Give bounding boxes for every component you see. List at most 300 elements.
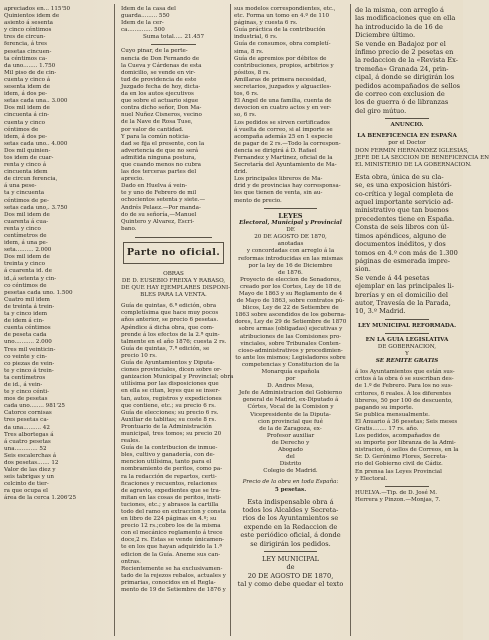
text-line: atribuciones de las Comisiones pro- [239,333,342,340]
text-line: de Mayo de 1863, sobre contratos pú- [236,298,345,305]
text-line: etc. Forma un tomo en 4.º de 110 [234,13,330,20]
text-line: tremeña» Granada 24, prin- [355,64,449,73]
text-line: Proyecto de eleccion de Senadores, [239,276,341,283]
text-line: pesetas cada uno. 1.500 [4,289,73,296]
books-list [234,6,347,205]
text-line: contra dicho señor, Don Ma- [121,105,202,112]
text-line: tado de la rejezos rebalos, actuales y [121,572,226,579]
text-line: Guía de Ayuntamientos y Diputa- [121,360,215,367]
text-line: ganizacion Municipal y Provincial; obra [121,374,234,381]
text-line: te y cinco cénti- [4,389,50,396]
text-line: municipal, tres tomos; su precio 20 [121,430,222,437]
text-line: setas cada uno,. 3.750 [4,204,68,211]
text-line: co céntimos de [4,282,47,289]
text-line: Monarquía española [261,369,320,375]
text-line: Guía de elecciones; su precio 6 rs. [121,409,219,416]
text-line: ochocientos setenta y siete.— [121,197,206,204]
text-line: Los principales libreros de Ma- [234,176,323,183]
text-line: general de Madrid, ex-Diputado á [242,397,339,404]
text-line: ra que ocupa el [4,488,48,495]
text-line: con el mecánico reglamento á trece [121,530,223,537]
free-delivery-title: SE REMITE GRATIS [375,358,439,365]
text-line: DON FERMIN HERNANDEZ IGLESIAS, [355,147,469,154]
text-line: Se vende en Badajoz por el [355,39,446,48]
laws-description [234,227,347,475]
text-line: por [285,376,296,383]
text-line: Vicepresidente de la Diputa- [250,411,331,418]
text-line: por la ley de 16 de Diciembre [248,262,333,269]
charity-description [355,173,459,316]
text-line: documentos inéditos, y dos [355,240,446,249]
text-line: ta y cincuenta [4,190,45,197]
municipal-law-heading [234,555,347,589]
text-line: Sr. D. Gerónimo Flores, Secreta- [355,454,448,461]
divider [135,237,212,238]
text-line: la Cueva y Cárdenas de esta [121,62,202,69]
text-line: completísima que hace muy pocos [121,310,219,317]
text-line: asiento á sesenta [4,20,53,27]
text-line: Esta obra, única de su cla- [355,172,444,181]
text-line: mento de 19 de Setiembre de 1876 y [121,587,226,594]
text-line: de circun ferencia, [4,176,58,183]
text-line: guarda......... 550 [121,13,170,20]
text-line: cuenta y cinco á [4,76,51,83]
text-line: Cuatro mil idem [4,296,50,303]
text-line: ta y cinco idem [4,311,48,318]
text-line: sima, 8 rs. [234,48,264,55]
column-rule [114,4,115,636]
text-line: cuenta céntimos [4,325,51,332]
text-line: bano. [121,225,137,232]
text-line: rio del Gobierno civil de Cádiz. [355,461,443,468]
text-line: nuel Nuñez Cisneros, vecino [121,112,202,119]
text-line: cincuenta idem [4,169,48,176]
text-line: treinta y cinco [4,261,45,268]
text-line: id.,á setenta y cin- [4,275,57,282]
text-line: renta y cinco á [4,162,47,169]
text-line: do de su señoría,—Manuel [121,211,197,218]
text-line: mitan en las cosas de peritos, insti- [121,494,222,501]
text-line: cipal, á donde se dirigirán los [355,73,455,82]
text-line: nencia de Don Fernando de [121,55,200,62]
text-line: El Anuario á 36 pesetas; Seis meses [355,418,458,425]
text-line: Quinientos idem de [4,13,60,20]
text-line: Valor de las diez y [4,467,56,474]
badajoz-notice [355,6,459,115]
municipal-law-reformed-title: LEY MUNICIPAL REFORMADA. [357,322,457,329]
text-line: sus modelos correspondientes, etc., [234,6,336,12]
text-line: de [286,563,295,572]
text-line: Fernandez y Martinez, oficial de la [234,154,333,161]
text-line: Dos mil idem de [4,211,50,218]
works-heading [121,270,231,299]
text-line: de id., á vein- [4,381,43,388]
text-line: todo del ramo en extraccion y consta [121,509,226,515]
text-line: sesenta idem de [4,84,50,91]
text-line: seta.......... 2.000 [4,247,52,254]
text-line: ra la redacción de repartos, certi- [121,473,217,480]
delivery-terms [355,369,459,483]
text-line: autor, Travesía de la Parada, [355,298,451,307]
divider [264,208,317,209]
text-line: en ella se citan, leyes que se inser- [121,388,220,395]
text-line: Idem de la cer- [121,20,164,27]
text-line: critos á la obra ó se suscriban des- [355,376,454,383]
text-line: tres pesetas ca- [4,417,49,424]
text-line: brerías y en el domicilio del [355,290,448,299]
text-line: Colegio de Madrid. [263,468,318,475]
text-line: todos los Alcaldes y Secreta- [242,506,339,514]
price-value: 5 pesetas. [274,486,307,493]
text-line: Consta de seis libros con úl- [355,223,450,232]
text-line: Los pedidos se sirven certificados [234,119,330,126]
text-line: talmente en el año 1876; cuesta 2 rs. [121,338,227,345]
text-line: to ante los mismos; Legisladores sobre [235,354,346,361]
section-heading: Parte no oficial. [126,246,221,258]
divider [264,551,317,552]
text-line: tos idem de cuar- [4,154,54,161]
text-line: ínfimo precio de 2 pesetas en [355,48,454,57]
text-line: reformas introducidas en las mismas [238,255,343,262]
text-line: D. Andres Mesa, [267,383,314,390]
text-line: Guía de consumos, obra completí- [234,41,331,48]
text-line: Tres albortegas á [4,431,54,438]
text-line: las modificaciones que en ella [355,14,456,23]
text-line: idem, á dos pe- [4,91,48,98]
text-line: Dos mil quinien- [4,147,51,154]
text-line: JEFE DE LA SECCION DE BENEFICENCIA EN [355,154,489,161]
text-line: da uno........ 1.750 [4,62,56,69]
text-line: precio 12 rs.;cobro los de la misma [121,523,221,530]
text-line: Seis escalerchas á [4,452,57,459]
text-line: ministrativo que tan buenos [355,206,449,215]
text-line: timos apéndices, alguno de [355,231,447,240]
text-line: mencion utilísima, tanto para el [121,459,212,466]
text-line: Los pedidos, acompañados de [355,433,440,440]
text-line: tos, 6 rs. [234,91,259,98]
availability-notice [234,498,347,548]
text-line: cincuenta á cin- [4,112,50,119]
text-line: so, 6 rs. [234,112,257,119]
text-line: de treinta á trein- [4,303,55,310]
text-line: idem, á una pe- [4,240,48,247]
text-line: Jefe de Administracion del Gobierno [239,390,342,397]
legislative-guide-subtitle: DE GOBERNACION, [377,343,437,350]
text-line: de correo con exclusion de [355,90,445,99]
text-line: 1863 sobre ascendidos de los goberna- [235,312,346,319]
text-line: seis tabrigas y un [4,474,54,481]
text-line: ta centímetros [4,374,46,381]
text-line: setas cada uno.. 4.000 [4,140,68,147]
text-line: de idem á cin- [4,318,44,325]
text-line: que sobre el actuario sigue [121,98,199,105]
text-line: céntimos de [4,126,39,133]
printer-footer: HUELVA.—Tip. de D. José M. Herrera y Pinzon.—Monjas, 7. [355,489,441,503]
text-line: Se vende á 44 pesetas [355,273,430,282]
text-line: Dos mil idem de [4,105,50,112]
text-line: co piezas de vein- [4,360,55,367]
text-line: En prensa las Leyes Provincial [355,468,442,475]
text-line: Guía de quintas, 6.ª edición, obra [121,303,217,310]
text-line: uno........... 2.000 [4,339,52,346]
column-notices [355,6,489,504]
text-line: de 1.º de Febrero. Para los no sus- [355,383,453,390]
text-line: Idem de la casa del [121,6,176,12]
text-line: expende en la Redaccion de [243,522,338,531]
text-line: da en los autos ejecutivos [121,91,194,98]
text-line: páginas de esmerada impre- [355,256,450,265]
text-line: su importe por libranza de la Admi- [355,440,456,447]
text-line: sobre armas (obligadas) ejecutivas y [238,326,343,333]
text-line: los de guerra ó de libranzas [355,98,449,107]
text-line: creado por los Cortes, Ley de 18 de [239,283,342,290]
text-line: por el Doctor [388,140,426,147]
text-line: reales. [121,438,141,445]
text-line: Recientemente se ha exclusivamen- [121,565,223,572]
text-line: del [286,454,295,461]
text-line: á los Ayuntamientos que están sus- [355,369,455,376]
text-line: ontras. [121,558,141,565]
text-line: prende á los efectos de la 2.ª quin- [121,331,220,338]
text-line: tomos en 4.º con más de 1.300 [355,248,458,257]
text-line: de la de Zaragoza, ex- [259,425,322,432]
text-line: tud de providencia de este [121,76,197,83]
column-edict [121,6,234,594]
text-line: á vuelta de correo, si al importe se [234,126,333,133]
text-line: Guía de apremios por débitos de [234,55,327,62]
text-line: años anterior, se precio 6 pesetas. [121,317,219,324]
divider [385,319,429,320]
text-line: mos de pesetas [4,396,48,403]
text-line: anotadas [277,241,304,248]
text-line: 20 DE AGOSTO DE 1870, [247,571,334,580]
text-line: la redaccion de la «Revista Ex- [355,56,458,65]
text-line: apreciados en... 115'50 [4,6,71,12]
text-line: centímetros de [4,233,47,239]
text-line: mento de precio. [234,197,282,204]
text-line: se dirigirán los pedidos. [250,539,331,548]
divider [151,44,196,45]
text-line: 10, 3.º Madrid. [355,307,406,316]
text-line: dos pesetas....... 12 [4,460,59,466]
text-line: Y para la común noticia- [121,133,191,140]
text-line: de 1876. [278,269,303,276]
text-line: idem, á dos pe- [4,133,48,140]
text-line: á una pese- [4,183,37,190]
text-line: nombramiento de peritos, como pa- [121,466,223,473]
text-line: EL MINISTERIO DE LA GOBERNACION. [355,161,472,168]
section-header-box [123,242,224,264]
text-line: celcinto de tier- [4,481,49,488]
text-line: á cuarenta id. de [4,268,52,275]
text-line: dad se fija el presente, con la [121,140,205,147]
text-line: doce,2 rs. Estas se vende únicamen- [121,537,225,544]
text-line: les que tienen de venta, sin au- [234,190,323,197]
text-line: en libro de 224 páginas en 4.º; su [121,516,217,523]
text-line: páginas, y cuesta 6 rs. [234,20,298,27]
text-line: competencias y Constitucion de la [241,361,340,368]
charity-title: LA BENEFICENCIA EN ESPAÑA [357,133,457,140]
text-line: dencia se dirigirá á D. Rafael [234,147,317,154]
price-line: Precio de la obra en toda España: [242,479,339,486]
text-line: rios de los Ayuntamientos se [242,514,339,523]
text-line: nistracion, ó sellos de Correos, en la [355,447,459,454]
text-line: tuciones, etc.; y abrasos la cartilla [121,501,219,508]
text-line: da una.......... 42 [4,424,50,431]
text-line: industrial, 6 rs. [234,34,278,41]
text-line: ejemplar en las principales li- [355,282,454,291]
legislative-guide-title: EN LA GUIA LEGISLATIVA [365,336,449,343]
text-line: ha introducido la de 16 de [355,22,443,31]
text-line: área de la cerca 1.206'25 [4,495,77,502]
text-line: Apéndice á dicha obra, que com- [121,324,214,331]
text-line: sion. [355,265,371,274]
divider [385,486,429,487]
text-line: libreros, 50 por 100 de descuento, [355,397,453,404]
text-line: te y cinco á trein- [4,367,54,374]
text-line: tres de circun- [4,34,46,41]
text-line: Mayo de 1863 y su Reglamento de 4 [238,290,343,297]
text-line: cion provincial que fué [258,418,323,425]
charity-author [355,140,489,168]
text-line: de Derecho y [271,439,310,446]
text-line: á cuatro pesetas [4,438,51,445]
text-line: DE QUE HAY EJEMPLARES DISPONI- [121,285,231,292]
text-line: Abogado [278,447,303,454]
text-line: vinciales, sobre Tribunales Conten- [240,340,341,347]
text-line: las dos terceras partes del [121,169,197,176]
text-line: Cuyo pinar, de la perte- [121,48,188,55]
text-line: de agravio, expedientes que se tra- [121,487,221,494]
text-line: utilísima por las disposiciones que [121,381,219,388]
column-rule [350,4,351,636]
text-line: domicilio, se vende en vir- [121,69,196,76]
text-line: ciones provinciales, dicen sobre or- [121,367,222,374]
column-books [234,6,347,589]
text-line: Esta indispensable obra á [247,497,334,506]
divider [385,118,429,119]
text-line: Córtes, Vocal de la Comision y [247,404,334,411]
text-line: del giro mútuo. [355,106,407,115]
text-line: secretarios, juzgados y alguaciles- [234,84,332,91]
text-line: tal y como debe quedar el texto [237,580,344,589]
text-line: aprecio. [121,176,144,183]
appraisal-list [121,6,226,34]
text-line: que cuando menos no cubra [121,161,201,168]
text-line: El Angel de una familia, cuenta de [234,98,332,105]
text-line: Amillaras de primera necesidad, [234,76,327,83]
text-line: cioso-administrativos y procedimien- [238,347,343,354]
column-inventory [4,6,104,503]
sum-total: Suma total..... 21.457 [142,34,205,41]
text-line: edicion de la Guía. Aneme sus can- [121,551,221,558]
text-line: critores, 6 reales. Á los diferentes [355,390,452,397]
text-line: Tres mil veinticin- [4,346,56,353]
text-line: cada uno........ 981'25 [4,403,65,410]
text-line: y Electoral. [355,475,388,482]
edict-text [121,48,226,232]
column-rule [230,4,231,636]
text-line: Mil piso de de cin- [4,69,57,76]
text-line: dores, Ley de 29 de Setiembre de 1870 [234,319,347,326]
announcement-label: ANUNCIO. [390,122,424,129]
text-line: ca.............. 500 [121,27,165,34]
text-line: céntimos de pe- [4,197,49,204]
text-line: Prontuario de la Administración [121,423,212,430]
text-line: drid. [234,169,248,176]
text-line: drid y de provincias hay corresponsa- [234,183,341,190]
text-line: precio 10 rs. [121,352,157,359]
text-line: Profesor auxiliar [266,432,315,439]
text-line: contribuciones, propios, arbitrios y [234,62,334,69]
text-line: ferencia, á tres [4,41,47,48]
text-line: setas cada una.. 3.000 [4,98,68,105]
text-line: cuarenta á cua- [4,218,49,225]
text-line: Juzgado fecha de hoy, dicta- [121,83,201,90]
text-line: se, es una exposicion históri- [355,181,452,190]
text-line: cuenta y cinco [4,119,45,126]
text-line: este periódico oficial, á donde [240,531,341,540]
laws-title: LEYES [278,211,303,220]
text-line: BLES PARA LA VENTA. [140,292,207,299]
text-line: te y uno de Febrero de mil [121,190,197,197]
text-line: Dos mil idem de [4,254,50,261]
text-line: acompaña además 25 en 1 especie [234,133,333,140]
text-line: de la Nave de Rosa Tuse, [121,119,193,126]
divider [385,333,429,334]
text-line: Catorce cornisas [4,410,52,417]
text-line: una............. 52 [4,445,47,452]
text-line: blicos, Ley de 22 de Setiembre de [242,305,339,312]
text-line: Distrito [279,461,302,468]
text-line: 20 DE AGOSTO DE 1870, [254,234,327,241]
laws-subtitle: Electoral, Municipal y Provincial [239,220,342,227]
text-line: DE [286,227,295,234]
text-line: DE D. EUSEBIO FREIXA Y RABASO, [121,278,226,284]
text-line: Secretaría del Ayuntamiento de Ma- [234,162,337,169]
text-line: admitida ninguna postura, [121,154,197,161]
text-line: te en los que hayan adquirido la 1.ª [121,544,222,551]
text-line: y cinco céntimos [4,27,52,34]
text-line: ficaciones y recuentos, relaciones [121,480,217,487]
text-line: precedentes tiene en España. [355,214,455,223]
text-line: co veinte y cin- [4,353,47,360]
text-line: co-crítica y legal completa de [355,189,454,198]
text-line: Guía de la contribucion de inmue- [121,445,218,452]
text-line: y concordadas con arreglo á la [246,248,335,255]
text-line: pagando su importe. [355,404,414,411]
text-line: advertencia de que no será [121,147,199,154]
text-line: ta céntimos ca- [4,55,48,62]
text-line: aquel importante servicio ad- [355,198,454,207]
conjunction: Y [405,351,409,358]
text-line: Dado en Huelva á vein- [121,183,187,190]
text-line: primarias, conocidos en el Regla- [121,579,216,586]
text-line: Gratis........ 17 rs. año. [355,425,419,432]
text-line: Andrés Pelaez.—Por manda- [121,204,201,211]
text-line: LEY MUNICIPAL [262,555,319,564]
text-line: pósitos, 8 rs. [234,69,271,76]
text-line: que contiene, etc.; su precio 6 rs. [121,402,216,409]
text-line: pesetas cincuen- [4,48,52,55]
text-line: bles, cultivo y ganadería, con de- [121,452,215,459]
text-line: OBRAS [163,270,184,277]
text-line: de peseta cada [4,332,47,339]
text-line: tan, autos, registros y expediciones [121,395,222,402]
text-line: pedidos acompañados de sellos [355,81,461,90]
text-line: Auxiliar de tablitas; su coste 8 rs. [121,416,217,423]
text-line: de la misma, con arreglo á [355,6,444,14]
